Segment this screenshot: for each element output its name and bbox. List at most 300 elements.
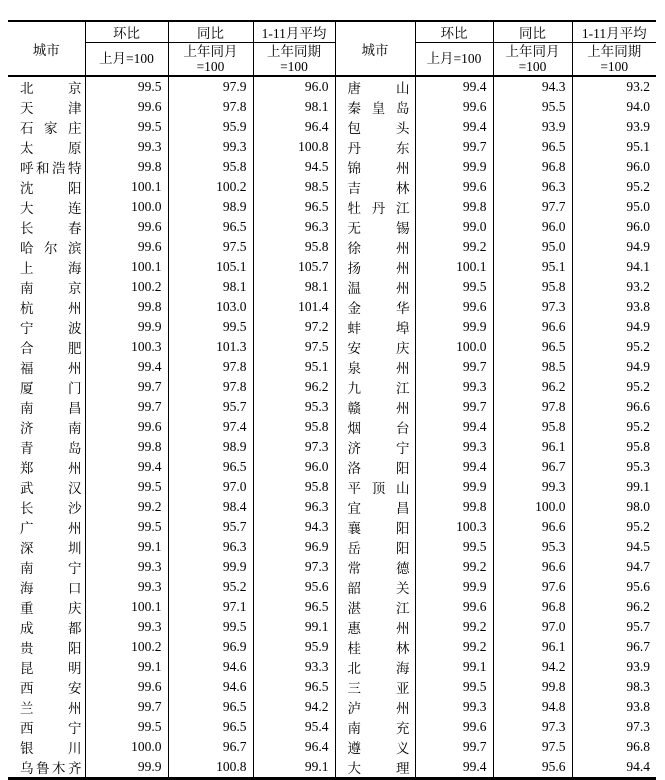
mom-value-cell: 100.2 xyxy=(85,277,168,297)
city-name-cell: 重 庆 xyxy=(8,597,85,617)
avg-value-cell: 96.3 xyxy=(253,217,335,237)
avg-value-cell: 94.9 xyxy=(626,239,650,254)
avg-value-cell: 95.2 xyxy=(626,519,650,534)
price-index-table xyxy=(8,20,656,780)
avg-value-cell: 99.1 xyxy=(253,757,335,779)
yoy-value-cell: 94.6 xyxy=(168,657,253,677)
mom-value-cell: 100.2 xyxy=(85,637,168,657)
mom-value-cell: 99.2 xyxy=(415,617,493,637)
city-name-cell: 桂 林 xyxy=(335,637,415,657)
yoy-value-cell: 94.3 xyxy=(493,76,572,97)
avg-value-cell: 94.9 xyxy=(626,319,650,334)
avg-value-cell: 96.2 xyxy=(253,377,335,397)
mom-value-cell: 99.1 xyxy=(85,537,168,557)
table-row xyxy=(8,337,656,357)
mom-value-cell: 100.0 xyxy=(415,337,493,357)
mom-value-cell: 99.5 xyxy=(85,117,168,137)
city-name-cell: 广 州 xyxy=(8,517,85,537)
city-name-cell: 深 圳 xyxy=(8,537,85,557)
yoy-value-cell: 96.5 xyxy=(168,217,253,237)
table-row xyxy=(8,657,656,677)
avg-value-cell: 97.2 xyxy=(253,317,335,337)
avg-value-cell: 94.9 xyxy=(626,359,650,374)
city-name-cell: 平 顶 山 xyxy=(335,477,415,497)
table-row xyxy=(8,357,656,377)
yoy-value-cell: 97.9 xyxy=(168,76,253,97)
city-name-cell: 襄 阳 xyxy=(335,517,415,537)
table-row xyxy=(8,577,656,597)
mom-value-cell: 99.6 xyxy=(415,717,493,737)
avg-header-left: 1-11月平均 xyxy=(253,21,335,43)
mom-value-cell: 99.6 xyxy=(85,217,168,237)
mom-value-cell: 99.5 xyxy=(415,537,493,557)
city-name-cell: 沈 阳 xyxy=(8,177,85,197)
table-row xyxy=(8,197,656,217)
yoy-value-cell: 97.8 xyxy=(168,97,253,117)
avg-value-cell: 98.0 xyxy=(626,499,650,514)
avg-value-cell: 95.6 xyxy=(253,577,335,597)
table-row xyxy=(8,677,656,697)
city-name-cell: 吉 林 xyxy=(335,177,415,197)
avg-value-cell: 96.2 xyxy=(626,599,650,614)
table-row xyxy=(8,257,656,277)
avg-value-cell: 95.8 xyxy=(253,477,335,497)
yoy-subheader-line2: =100 xyxy=(518,59,547,74)
yoy-subheader-left xyxy=(168,43,253,77)
city-name-cell: 赣 州 xyxy=(335,397,415,417)
yoy-value-cell: 96.6 xyxy=(493,517,572,537)
mom-value-cell: 99.3 xyxy=(85,557,168,577)
yoy-value-cell: 95.2 xyxy=(168,577,253,597)
avg-value-cell: 94.7 xyxy=(626,559,650,574)
yoy-value-cell: 95.0 xyxy=(493,237,572,257)
mom-value-cell: 99.3 xyxy=(415,377,493,397)
avg-value-cell: 95.1 xyxy=(626,139,650,154)
mom-value-cell: 99.4 xyxy=(85,357,168,377)
table-row xyxy=(8,157,656,177)
yoy-value-cell: 96.5 xyxy=(168,457,253,477)
city-name-cell: 乌 鲁 木 齐 xyxy=(8,757,85,779)
city-name-cell: 银 川 xyxy=(8,737,85,757)
mom-value-cell: 99.1 xyxy=(85,657,168,677)
mom-value-cell: 99.4 xyxy=(415,417,493,437)
avg-value-cell: 94.5 xyxy=(626,539,650,554)
avg-value-cell: 93.2 xyxy=(626,279,650,294)
city-name-cell: 金 华 xyxy=(335,297,415,317)
avg-value-cell: 96.3 xyxy=(253,497,335,517)
avg-value-cell: 96.8 xyxy=(626,739,650,754)
city-name-cell: 徐 州 xyxy=(335,237,415,257)
yoy-value-cell: 97.5 xyxy=(168,237,253,257)
mom-value-cell: 99.4 xyxy=(415,757,493,779)
avg-value-cell: 93.3 xyxy=(253,657,335,677)
avg-value-cell: 93.9 xyxy=(626,119,650,134)
city-name-cell: 合 肥 xyxy=(8,337,85,357)
mom-value-cell: 99.7 xyxy=(415,357,493,377)
mom-value-cell: 100.0 xyxy=(85,737,168,757)
avg-value-cell: 95.2 xyxy=(626,179,650,194)
avg-value-cell: 94.5 xyxy=(253,157,335,177)
mom-value-cell: 99.8 xyxy=(85,437,168,457)
yoy-value-cell: 95.8 xyxy=(493,417,572,437)
city-name-cell: 济 南 xyxy=(8,417,85,437)
mom-value-cell: 99.3 xyxy=(415,697,493,717)
city-name-cell: 太 原 xyxy=(8,137,85,157)
city-name-cell: 西 安 xyxy=(8,677,85,697)
city-name-cell: 哈 尔 滨 xyxy=(8,237,85,257)
avg-subheader-line1: 上年同期 xyxy=(267,43,321,59)
yoy-value-cell: 97.7 xyxy=(493,197,572,217)
mom-value-cell: 99.1 xyxy=(415,657,493,677)
avg-value-cell: 98.1 xyxy=(253,97,335,117)
avg-value-cell: 95.7 xyxy=(626,619,650,634)
mom-value-cell: 99.3 xyxy=(85,137,168,157)
mom-value-cell: 99.2 xyxy=(415,237,493,257)
avg-value-cell: 96.0 xyxy=(253,76,335,97)
avg-value-cell: 95.8 xyxy=(626,439,650,454)
mom-value-cell: 99.9 xyxy=(415,477,493,497)
avg-value-cell: 97.3 xyxy=(253,557,335,577)
mom-header-right: 环比 xyxy=(415,21,493,43)
mom-value-cell: 99.7 xyxy=(415,137,493,157)
yoy-value-cell: 100.2 xyxy=(168,177,253,197)
yoy-value-cell: 96.5 xyxy=(168,717,253,737)
yoy-value-cell: 97.8 xyxy=(493,397,572,417)
city-name-cell: 兰 州 xyxy=(8,697,85,717)
yoy-header-right: 同比 xyxy=(493,21,572,43)
city-name-cell: 郑 州 xyxy=(8,457,85,477)
mom-value-cell: 99.7 xyxy=(415,737,493,757)
city-name-cell: 常 德 xyxy=(335,557,415,577)
table-row xyxy=(8,737,656,757)
mom-value-cell: 99.6 xyxy=(415,177,493,197)
yoy-value-cell: 97.8 xyxy=(168,377,253,397)
yoy-value-cell: 96.1 xyxy=(493,437,572,457)
mom-value-cell: 99.9 xyxy=(415,577,493,597)
avg-value-cell: 96.4 xyxy=(253,737,335,757)
yoy-value-cell: 97.8 xyxy=(168,357,253,377)
city-name-cell: 泸 州 xyxy=(335,697,415,717)
mom-value-cell: 99.9 xyxy=(85,317,168,337)
city-name-cell: 遵 义 xyxy=(335,737,415,757)
mom-value-cell: 99.6 xyxy=(85,417,168,437)
table-row xyxy=(8,697,656,717)
yoy-value-cell: 98.5 xyxy=(493,357,572,377)
yoy-value-cell: 98.4 xyxy=(168,497,253,517)
yoy-value-cell: 96.5 xyxy=(493,337,572,357)
city-name-cell: 北 海 xyxy=(335,657,415,677)
table-header xyxy=(8,21,656,76)
yoy-value-cell: 99.5 xyxy=(168,317,253,337)
mom-value-cell: 99.9 xyxy=(415,157,493,177)
city-name-cell: 长 春 xyxy=(8,217,85,237)
table-row xyxy=(8,497,656,517)
yoy-value-cell: 96.7 xyxy=(493,457,572,477)
city-name-cell: 海 口 xyxy=(8,577,85,597)
mom-value-cell: 99.7 xyxy=(85,697,168,717)
city-name-cell: 大 连 xyxy=(8,197,85,217)
yoy-value-cell: 99.8 xyxy=(493,677,572,697)
avg-value-cell: 93.8 xyxy=(626,299,650,314)
city-name-cell: 长 沙 xyxy=(8,497,85,517)
avg-value-cell: 97.3 xyxy=(626,719,650,734)
city-name-cell: 厦 门 xyxy=(8,377,85,397)
yoy-value-cell: 98.1 xyxy=(168,277,253,297)
city-name-cell: 九 江 xyxy=(335,377,415,397)
table-row xyxy=(8,717,656,737)
city-name-cell: 昆 明 xyxy=(8,657,85,677)
city-name-cell: 济 宁 xyxy=(335,437,415,457)
yoy-value-cell: 97.5 xyxy=(493,737,572,757)
mom-value-cell: 99.6 xyxy=(415,297,493,317)
table-row xyxy=(8,457,656,477)
table-row xyxy=(8,397,656,417)
city-name-cell: 包 头 xyxy=(335,117,415,137)
mom-value-cell: 99.3 xyxy=(85,577,168,597)
avg-value-cell: 95.9 xyxy=(253,637,335,657)
mom-value-cell: 100.1 xyxy=(85,257,168,277)
table-row xyxy=(8,177,656,197)
avg-subheader-line1: 上年同期 xyxy=(587,43,642,59)
yoy-value-cell: 96.6 xyxy=(493,557,572,577)
yoy-header-left: 同比 xyxy=(168,21,253,43)
table-row xyxy=(8,437,656,457)
city-name-cell: 宁 波 xyxy=(8,317,85,337)
yoy-value-cell: 97.0 xyxy=(168,477,253,497)
yoy-value-cell: 94.2 xyxy=(493,657,572,677)
yoy-value-cell: 96.8 xyxy=(493,157,572,177)
avg-value-cell: 95.8 xyxy=(253,417,335,437)
avg-value-cell: 96.5 xyxy=(253,597,335,617)
yoy-value-cell: 97.3 xyxy=(493,297,572,317)
mom-value-cell: 99.2 xyxy=(415,637,493,657)
table-row xyxy=(8,517,656,537)
table-row xyxy=(8,217,656,237)
avg-value-cell: 96.7 xyxy=(626,639,650,654)
table-body xyxy=(8,76,656,779)
avg-value-cell: 94.0 xyxy=(626,99,650,114)
mom-value-cell: 99.7 xyxy=(85,397,168,417)
mom-value-cell: 99.5 xyxy=(85,517,168,537)
avg-value-cell: 94.3 xyxy=(253,517,335,537)
yoy-value-cell: 97.1 xyxy=(168,597,253,617)
city-name-cell: 南 宁 xyxy=(8,557,85,577)
yoy-value-cell: 96.1 xyxy=(493,637,572,657)
city-name-cell: 北 京 xyxy=(8,76,85,97)
mom-value-cell: 99.5 xyxy=(85,717,168,737)
mom-value-cell: 100.3 xyxy=(85,337,168,357)
avg-value-cell: 95.0 xyxy=(626,199,650,214)
table-row xyxy=(8,557,656,577)
mom-value-cell: 99.8 xyxy=(415,197,493,217)
avg-value-cell: 96.9 xyxy=(253,537,335,557)
avg-value-cell: 105.7 xyxy=(253,257,335,277)
table-row xyxy=(8,597,656,617)
avg-value-cell: 95.2 xyxy=(626,379,650,394)
mom-value-cell: 99.5 xyxy=(415,677,493,697)
table-row xyxy=(8,477,656,497)
table-row xyxy=(8,417,656,437)
avg-value-cell: 95.6 xyxy=(626,579,650,594)
city-name-cell: 武 汉 xyxy=(8,477,85,497)
city-header-left: 城市 xyxy=(8,21,85,76)
yoy-value-cell: 95.3 xyxy=(493,537,572,557)
avg-value-cell: 95.3 xyxy=(626,459,650,474)
yoy-value-cell: 94.8 xyxy=(493,697,572,717)
yoy-value-cell: 97.6 xyxy=(493,577,572,597)
city-name-cell: 成 都 xyxy=(8,617,85,637)
mom-value-cell: 99.8 xyxy=(85,297,168,317)
city-name-cell: 泉 州 xyxy=(335,357,415,377)
mom-value-cell: 99.3 xyxy=(85,617,168,637)
mom-value-cell: 99.6 xyxy=(85,677,168,697)
yoy-value-cell: 101.3 xyxy=(168,337,253,357)
city-name-cell: 温 州 xyxy=(335,277,415,297)
yoy-subheader-right xyxy=(493,43,572,77)
city-header-right: 城市 xyxy=(335,21,415,76)
city-name-cell: 南 充 xyxy=(335,717,415,737)
city-name-cell: 三 亚 xyxy=(335,677,415,697)
city-name-cell: 锦 州 xyxy=(335,157,415,177)
yoy-subheader-line2: =100 xyxy=(196,59,225,74)
mom-value-cell: 99.2 xyxy=(415,557,493,577)
yoy-value-cell: 95.9 xyxy=(168,117,253,137)
avg-value-cell: 94.1 xyxy=(626,259,650,274)
table-row xyxy=(8,637,656,657)
mom-value-cell: 99.4 xyxy=(85,457,168,477)
mom-value-cell: 99.5 xyxy=(85,76,168,97)
city-name-cell: 惠 州 xyxy=(335,617,415,637)
avg-value-cell: 101.4 xyxy=(253,297,335,317)
mom-subheader-left: 上月=100 xyxy=(85,43,168,77)
city-name-cell: 石 家 庄 xyxy=(8,117,85,137)
mom-subheader-right: 上月=100 xyxy=(415,43,493,77)
table-row xyxy=(8,97,656,117)
table-row xyxy=(8,757,656,779)
avg-value-cell: 96.4 xyxy=(253,117,335,137)
mom-value-cell: 99.4 xyxy=(415,76,493,97)
city-name-cell: 扬 州 xyxy=(335,257,415,277)
avg-subheader-right xyxy=(572,43,656,77)
avg-value-cell: 95.8 xyxy=(253,237,335,257)
avg-value-cell: 100.8 xyxy=(253,137,335,157)
mom-value-cell: 99.0 xyxy=(415,217,493,237)
avg-subheader-line2: =100 xyxy=(600,59,629,74)
mom-value-cell: 99.6 xyxy=(415,97,493,117)
yoy-value-cell: 100.0 xyxy=(493,497,572,517)
city-name-cell: 杭 州 xyxy=(8,297,85,317)
mom-value-cell: 99.8 xyxy=(85,157,168,177)
yoy-value-cell: 95.8 xyxy=(168,157,253,177)
table-row xyxy=(8,76,656,97)
city-name-cell: 烟 台 xyxy=(335,417,415,437)
yoy-value-cell: 96.5 xyxy=(168,697,253,717)
mom-value-cell: 100.3 xyxy=(415,517,493,537)
yoy-value-cell: 96.5 xyxy=(493,137,572,157)
city-name-cell: 南 京 xyxy=(8,277,85,297)
avg-value-cell: 95.3 xyxy=(253,397,335,417)
table-row xyxy=(8,617,656,637)
avg-value-cell: 94.2 xyxy=(253,697,335,717)
city-name-cell: 韶 关 xyxy=(335,577,415,597)
avg-value-cell: 93.8 xyxy=(626,699,650,714)
yoy-value-cell: 94.6 xyxy=(168,677,253,697)
avg-value-cell: 96.0 xyxy=(626,219,650,234)
city-name-cell: 上 海 xyxy=(8,257,85,277)
avg-subheader-line2: =100 xyxy=(280,59,308,74)
avg-value-cell: 98.3 xyxy=(626,679,650,694)
avg-value-cell: 96.5 xyxy=(253,677,335,697)
mom-value-cell: 99.2 xyxy=(85,497,168,517)
city-name-cell: 福 州 xyxy=(8,357,85,377)
city-name-cell: 西 宁 xyxy=(8,717,85,737)
city-name-cell: 贵 阳 xyxy=(8,637,85,657)
city-name-cell: 宜 昌 xyxy=(335,497,415,517)
city-name-cell: 湛 江 xyxy=(335,597,415,617)
yoy-value-cell: 96.3 xyxy=(168,537,253,557)
yoy-value-cell: 93.9 xyxy=(493,117,572,137)
mom-value-cell: 99.4 xyxy=(415,117,493,137)
mom-value-cell: 99.7 xyxy=(85,377,168,397)
mom-value-cell: 99.5 xyxy=(415,277,493,297)
avg-value-cell: 96.5 xyxy=(253,197,335,217)
yoy-value-cell: 99.9 xyxy=(168,557,253,577)
mom-header-left: 环比 xyxy=(85,21,168,43)
yoy-value-cell: 96.8 xyxy=(493,597,572,617)
mom-value-cell: 99.4 xyxy=(415,457,493,477)
table-row xyxy=(8,277,656,297)
table-row xyxy=(8,137,656,157)
avg-value-cell: 96.6 xyxy=(626,399,650,414)
city-name-cell: 蚌 埠 xyxy=(335,317,415,337)
mom-value-cell: 99.6 xyxy=(415,597,493,617)
city-name-cell: 无 锡 xyxy=(335,217,415,237)
avg-value-cell: 95.2 xyxy=(626,339,650,354)
yoy-value-cell: 105.1 xyxy=(168,257,253,277)
yoy-value-cell: 98.9 xyxy=(168,197,253,217)
avg-value-cell: 93.9 xyxy=(626,659,650,674)
yoy-value-cell: 100.8 xyxy=(168,757,253,779)
yoy-subheader-line1: 上年同月 xyxy=(505,43,560,59)
city-name-cell: 牡 丹 江 xyxy=(335,197,415,217)
avg-value-cell: 96.0 xyxy=(626,159,650,174)
mom-value-cell: 99.3 xyxy=(415,437,493,457)
city-name-cell: 洛 阳 xyxy=(335,457,415,477)
city-name-cell: 岳 阳 xyxy=(335,537,415,557)
yoy-value-cell: 95.7 xyxy=(168,517,253,537)
yoy-value-cell: 96.3 xyxy=(493,177,572,197)
yoy-value-cell: 96.9 xyxy=(168,637,253,657)
city-name-cell: 天 津 xyxy=(8,97,85,117)
mom-value-cell: 100.1 xyxy=(85,177,168,197)
yoy-value-cell: 97.3 xyxy=(493,717,572,737)
table-row xyxy=(8,317,656,337)
yoy-value-cell: 97.4 xyxy=(168,417,253,437)
avg-value-cell: 99.1 xyxy=(253,617,335,637)
mom-value-cell: 99.6 xyxy=(85,97,168,117)
yoy-value-cell: 103.0 xyxy=(168,297,253,317)
avg-value-cell: 99.1 xyxy=(626,479,650,494)
yoy-value-cell: 96.7 xyxy=(168,737,253,757)
yoy-subheader-line1: 上年同月 xyxy=(183,43,238,59)
mom-value-cell: 99.7 xyxy=(415,397,493,417)
table-row xyxy=(8,297,656,317)
city-name-cell: 安 庆 xyxy=(335,337,415,357)
yoy-value-cell: 95.6 xyxy=(493,757,572,779)
yoy-value-cell: 95.8 xyxy=(493,277,572,297)
mom-value-cell: 99.9 xyxy=(85,757,168,779)
mom-value-cell: 99.9 xyxy=(415,317,493,337)
